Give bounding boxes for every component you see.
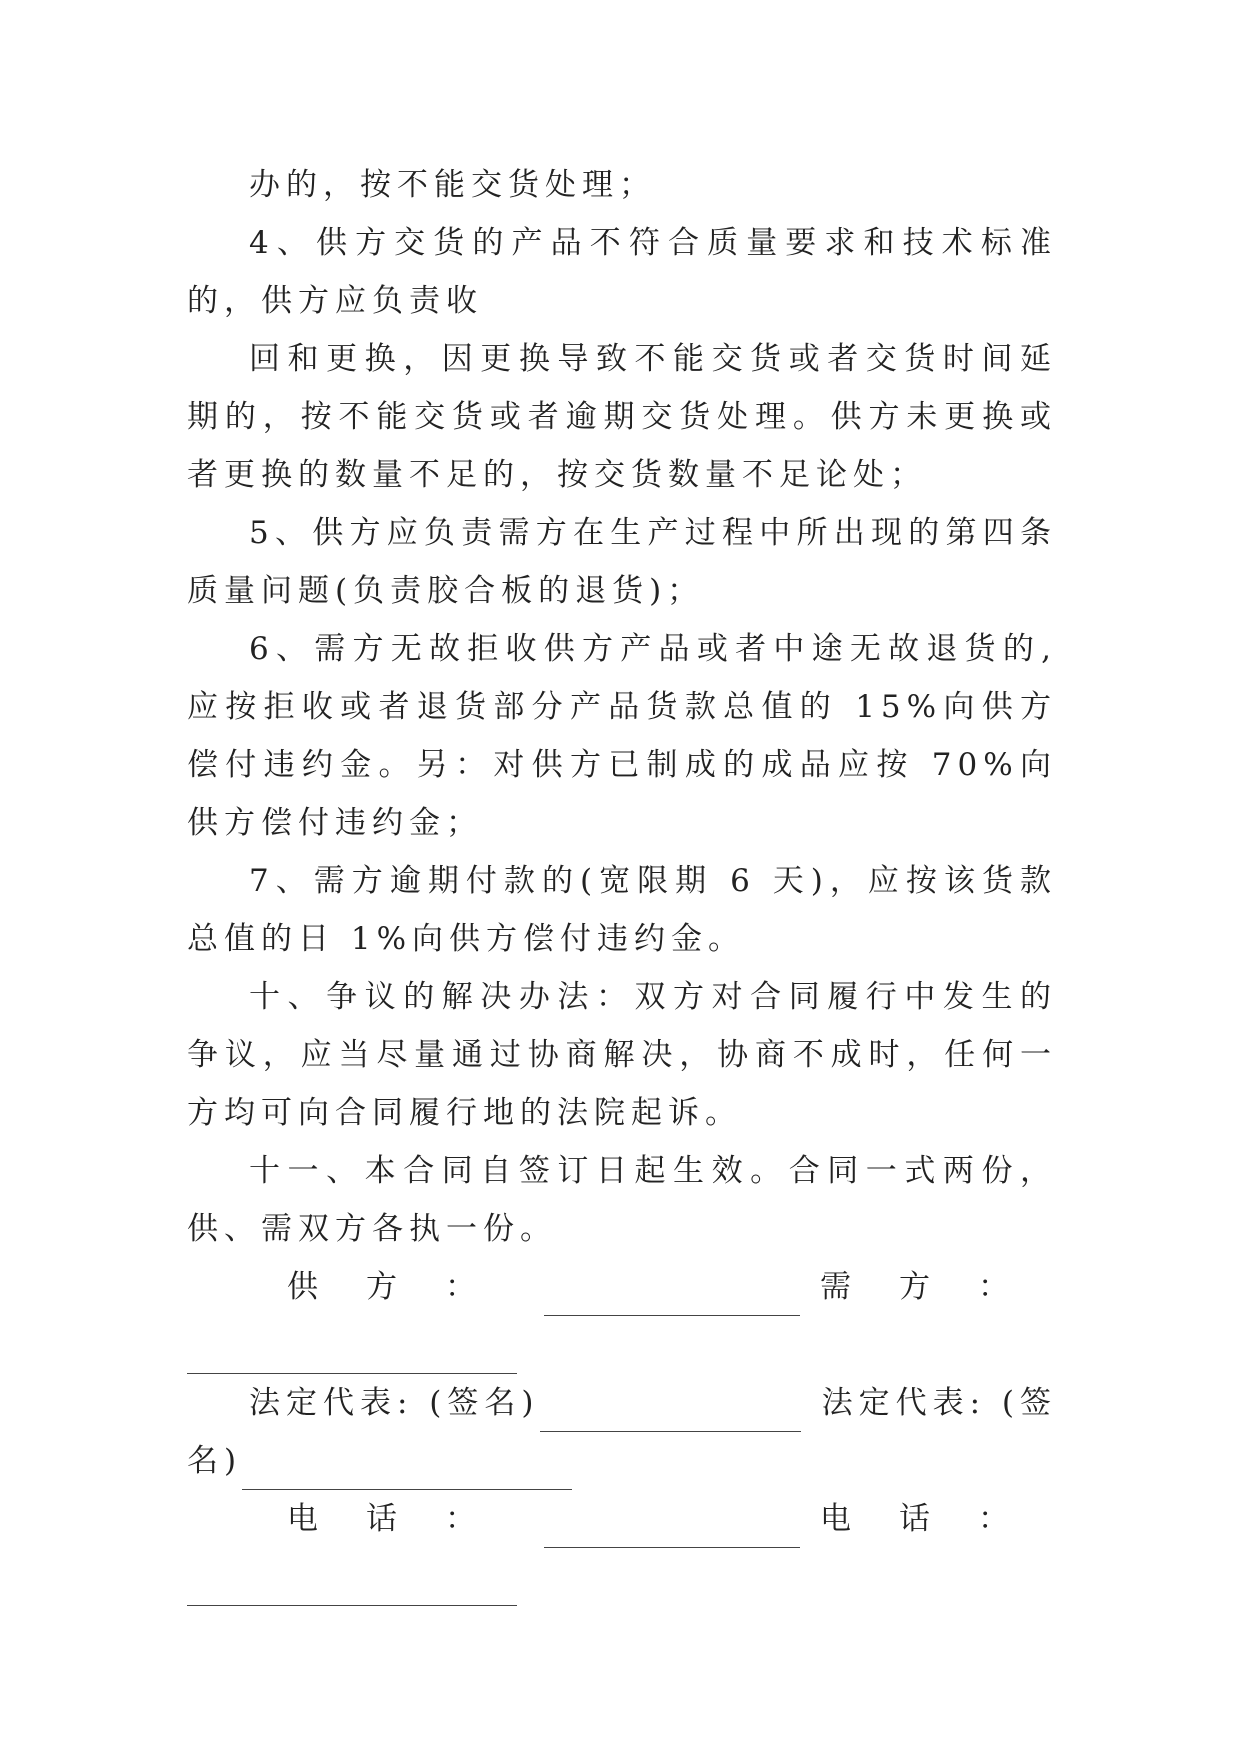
- signature-section: [187, 1258, 1057, 1606]
- article-11-effectiveness: 十一、本合同自签订日起生效。合同一式两份，供、需双方各执一份。: [187, 1153, 1057, 1247]
- buyer-label: 需方：: [819, 1269, 1057, 1305]
- supplier-phone-label: 电话：: [287, 1501, 524, 1537]
- supplier-label: 供方：: [287, 1269, 524, 1305]
- paragraph-continuation: 办的，按不能交货处理；: [249, 167, 656, 203]
- clause-4-part-2: 回和更换，因更换导致不能交货或者交货时间延期的，按不能交货或者逾期交货处理。供方未更换或者更换的数量不足的，按交货数量不足论处；: [187, 341, 1057, 493]
- buyer-name-blank[interactable]: [187, 1365, 517, 1374]
- clause-7: 7、需方逾期付款的(宽限期 6 天)，应按该货款总值的日 1%向供方偿付违约金。: [187, 863, 1057, 957]
- legal-rep-continuation-row: [187, 1432, 1057, 1490]
- clause-6: 6、需方无故拒收供方产品或者中途无故退货的,应按拒收或者退货部分产品货款总值的 15%向供方偿付违约金。另：对供方已制成的成品应按 70%向供方偿付违约金；: [187, 631, 1057, 841]
- buyer-legal-rep-label: 法定代表: (签: [821, 1385, 1057, 1421]
- legal-rep-row: [187, 1374, 1057, 1432]
- buyer-phone-label: 电话：: [819, 1501, 1057, 1537]
- buyer-legal-rep-label-end: 名): [187, 1443, 243, 1479]
- phone-row: [187, 1490, 1057, 1548]
- buyer-phone-blank[interactable]: [187, 1597, 517, 1606]
- contract-body: [187, 156, 1057, 1606]
- supplier-legal-rep-blank[interactable]: [540, 1423, 801, 1432]
- buyer-legal-rep-blank[interactable]: [242, 1481, 572, 1490]
- party-row: [187, 1258, 1057, 1316]
- buyer-blank-row: [187, 1316, 1057, 1374]
- supplier-legal-rep-label: 法定代表: (签名): [249, 1385, 540, 1421]
- buyer-phone-blank-row: [187, 1548, 1057, 1606]
- supplier-name-blank[interactable]: [544, 1307, 800, 1316]
- clause-5: 5、供方应负责需方在生产过程中所出现的第四条质量问题(负责胶合板的退货)；: [187, 515, 1057, 609]
- article-10-dispute-resolution: 十、争议的解决办法：双方对合同履行中发生的争议，应当尽量通过协商解决，协商不成时，任何一方均可向合同履行地的法院起诉。: [187, 979, 1057, 1131]
- supplier-phone-blank[interactable]: [544, 1539, 800, 1548]
- clause-4-part-1: 4、供方交货的产品不符合质量要求和技术标准的，供方应负责收: [187, 225, 1057, 319]
